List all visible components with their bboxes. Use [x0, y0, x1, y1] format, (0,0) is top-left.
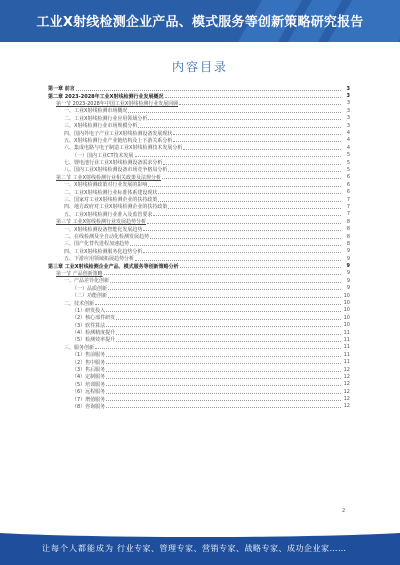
toc-entry-page: 9: [346, 285, 350, 292]
toc-entry-page: 7: [346, 211, 350, 218]
toc-leader-dots: [168, 168, 341, 172]
toc-entry[interactable]: [48, 262, 350, 269]
toc-entry-label: 第一节 2023-2028年中国工业X射线检测行业发展回顾: [56, 100, 179, 107]
toc-entry-page: 8: [346, 226, 350, 233]
toc-entry-page: 7: [346, 203, 350, 210]
toc-entry[interactable]: [48, 255, 350, 262]
toc-entry-page: 6: [346, 181, 350, 188]
toc-leader-dots: [165, 94, 341, 98]
toc-entry-label: 一、X射线检测政策对行业发展的影响: [64, 182, 148, 189]
toc-leader-dots: [143, 227, 341, 231]
toc-leader-dots: [106, 308, 341, 312]
toc-entry-label: 八、国内工业X射线检测设备市场竞争格局分析: [64, 167, 168, 174]
toc-entry[interactable]: [48, 240, 350, 247]
report-title: 工业X射线检测企业产品、模式服务等创新策略研究报告: [36, 15, 364, 30]
toc-leader-dots: [143, 249, 341, 253]
toc-entry-label: 二、工业X射线检测行业应用领域分析: [64, 115, 148, 122]
toc-entry-label: （7）增值服务: [72, 396, 106, 403]
toc-entry[interactable]: [48, 174, 350, 181]
toc-entry[interactable]: [48, 322, 350, 329]
toc-entry[interactable]: [48, 307, 350, 314]
toc-leader-dots: [168, 205, 341, 209]
toc-entry-label: 五、下游应用领域拓展趋势分析: [64, 256, 135, 263]
toc-entry[interactable]: [48, 233, 350, 240]
toc-leader-dots: [76, 87, 341, 91]
toc-entry-page: 11: [343, 329, 350, 336]
toc-entry-page: 9: [346, 263, 350, 270]
toc-leader-dots: [135, 153, 341, 157]
toc-entry-page: 12: [343, 388, 350, 395]
toc-entry-label: 三、国家对工业X射线检测企业的扶持政策: [64, 197, 158, 204]
toc-entry[interactable]: [48, 122, 350, 129]
toc-entry[interactable]: [48, 248, 350, 255]
toc-leader-dots: [106, 353, 341, 357]
toc-entry-label: 二、在线检测及全自动化检测发展趋势: [64, 234, 150, 240]
toc-entry-label: 二、工业X射线检测行业标准体系建设现状: [64, 189, 158, 196]
toc-leader-dots: [106, 360, 341, 364]
toc-leader-dots: [183, 146, 341, 150]
toc-leader-dots: [148, 116, 341, 120]
toc-entry-label: （3）软件算法: [72, 322, 106, 329]
toc-entry-label: （一）品质创新: [72, 285, 108, 292]
toc-entry-page: 10: [343, 322, 350, 329]
toc-entry-page: 9: [346, 255, 350, 262]
toc-entry-page: 3: [346, 122, 350, 129]
toc-entry-page: 9: [346, 248, 350, 255]
toc-entry[interactable]: [48, 218, 350, 225]
toc-entry-label: （4）检测精度提升: [72, 330, 116, 337]
toc-leader-dots: [106, 397, 341, 401]
toc-entry[interactable]: [48, 129, 350, 136]
toc-entry[interactable]: [48, 395, 350, 402]
toc-entry-label: 一、产品差异化创新: [64, 278, 110, 285]
toc-entry-page: 5: [346, 166, 350, 173]
toc-entry-page: 3: [346, 115, 350, 122]
toc-leader-dots: [147, 220, 341, 224]
toc-entry[interactable]: [48, 100, 350, 107]
toc-entry-page: 12: [343, 396, 350, 403]
toc-entry[interactable]: [48, 152, 350, 159]
toc-entry[interactable]: [48, 137, 350, 144]
toc-entry-page: 10: [343, 307, 350, 314]
toc-entry[interactable]: [48, 292, 350, 299]
toc-leader-dots: [106, 404, 341, 408]
toc-entry-page: 12: [343, 403, 350, 410]
toc-entry-label: 第二节 工业X射线检测行业相关政策及法规分析: [56, 174, 162, 181]
footer-tagline: 行业专家、管理专家、营销专家、战略专家、成功企业家……: [117, 544, 347, 553]
toc-leader-dots: [180, 264, 341, 268]
toc-leader-dots: [104, 271, 341, 275]
toc-entry[interactable]: [48, 85, 350, 92]
toc-entry-page: 8: [346, 240, 350, 247]
toc-entry[interactable]: [48, 388, 350, 395]
toc-entry-page: 6: [346, 189, 350, 196]
toc-leader-dots: [110, 279, 341, 283]
toc-leader-dots: [116, 331, 341, 335]
toc-entry-label: 第一章 前言: [48, 86, 75, 93]
toc-leader-dots: [95, 301, 341, 305]
toc-entry-label: （5）培训服务: [72, 381, 106, 388]
header-banner: [0, 0, 400, 42]
toc-entry[interactable]: [48, 270, 350, 277]
toc-entry-label: （8）咨询服务: [72, 403, 106, 410]
toc-entry-label: 一、X射线检测设备智能化发展趋势: [64, 226, 143, 233]
toc-leader-dots: [106, 390, 341, 394]
toc-entry-label: 第二章 2023-2028年工业X射线检测行业发展概况: [48, 93, 164, 100]
toc-entry-page: 10: [343, 314, 350, 321]
toc-entry-label: 第一节 产品创新策略: [56, 270, 103, 277]
toc-entry[interactable]: [48, 336, 350, 343]
toc-leader-dots: [108, 294, 341, 298]
toc-leader-dots: [135, 257, 341, 261]
toc-entry-page: 3: [346, 93, 350, 100]
toc-leader-dots: [106, 323, 341, 327]
toc-entry-page: 11: [343, 344, 350, 351]
toc-entry[interactable]: [48, 358, 350, 365]
toc-entry-label: （6）远程服务: [72, 389, 106, 396]
toc-entry-label: 四、国内外电子产业工业X射线检测设备发展现状: [64, 130, 173, 137]
toc-entry-page: 9: [346, 277, 350, 284]
toc-entry-label: 第三章 工业X射线检测企业产品、模式服务等创新策略分析: [48, 263, 179, 270]
toc-leader-dots: [173, 131, 341, 135]
toc-entry[interactable]: [48, 144, 350, 151]
toc-leader-dots: [130, 242, 341, 246]
table-of-contents: [48, 85, 350, 410]
toc-entry[interactable]: [48, 225, 350, 232]
footer-banner: [0, 529, 400, 565]
toc-entry-label: （4）定制服务: [72, 374, 106, 381]
toc-leader-dots: [128, 109, 341, 113]
toc-entry[interactable]: [48, 381, 350, 388]
toc-entry[interactable]: [48, 344, 350, 351]
toc-entry-page: 3: [346, 85, 350, 92]
toc-entry-page: 12: [343, 366, 350, 373]
toc-entry-page: 12: [343, 381, 350, 388]
toc-entry[interactable]: [48, 351, 350, 358]
toc-leader-dots: [106, 375, 341, 379]
toc-entry[interactable]: [48, 366, 350, 373]
footer-wave-decoration: [0, 529, 400, 537]
toc-leader-dots: [173, 138, 341, 142]
toc-leader-dots: [179, 101, 341, 105]
toc-entry-label: （一）国内工业CT技术发展: [72, 152, 134, 159]
toc-leader-dots: [108, 286, 341, 290]
toc-entry[interactable]: [48, 277, 350, 284]
toc-entry-label: 三、国产化替代进程加速趋势: [64, 241, 130, 248]
toc-entry-page: 4: [346, 144, 350, 151]
toc-leader-dots: [163, 161, 341, 165]
toc-leader-dots: [162, 175, 341, 179]
toc-entry-label: （1）售前服务: [72, 352, 106, 359]
toc-entry-page: 8: [346, 218, 350, 225]
toc-entry-page: 10: [343, 292, 350, 299]
toc-entry[interactable]: [48, 403, 350, 410]
toc-leader-dots: [158, 190, 341, 194]
toc-entry[interactable]: [48, 329, 350, 336]
toc-leader-dots: [150, 235, 341, 239]
toc-entry-page: 8: [346, 233, 350, 240]
toc-leader-dots: [116, 338, 341, 342]
toc-entry-page: 5: [346, 152, 350, 159]
toc-leader-dots: [106, 368, 341, 372]
toc-entry-page: 10: [343, 300, 350, 307]
toc-entry-label: 六、集成电路与电子制造工业X射线检测技术发展分析: [64, 145, 183, 152]
toc-entry-label: 三、X射线检测行业市场规模分析: [64, 123, 138, 130]
toc-leader-dots: [106, 382, 341, 386]
toc-entry[interactable]: [48, 299, 350, 306]
toc-entry-page: 5: [346, 159, 350, 166]
toc-entry[interactable]: [48, 115, 350, 122]
toc-entry-page: 4: [346, 137, 350, 144]
toc-leader-dots: [158, 198, 341, 202]
toc-entry[interactable]: [48, 159, 350, 166]
toc-entry[interactable]: [48, 92, 350, 99]
toc-entry-label: 五、工业X射线检测行业准入及监管要求: [64, 211, 153, 218]
toc-entry-label: 五、X射线检测行业产业链结构及上下游关系分析: [64, 137, 173, 144]
toc-entry[interactable]: [48, 373, 350, 380]
toc-leader-dots: [116, 316, 341, 320]
toc-entry-label: 一、工业X射线检测市场概况: [64, 108, 128, 115]
toc-entry-label: 三、服务创新: [64, 344, 95, 351]
toc-entry-label: 四、地方政府对工业X射线检测企业的扶持政策: [64, 204, 168, 211]
toc-leader-dots: [153, 212, 341, 216]
toc-entry-label: （2）售中服务: [72, 359, 106, 366]
toc-entry-label: （5）检测效率提升: [72, 337, 116, 344]
toc-entry[interactable]: [48, 188, 350, 195]
toc-entry-page: 12: [343, 373, 350, 380]
toc-entry[interactable]: [48, 196, 350, 203]
toc-entry-page: 3: [346, 100, 350, 107]
toc-entry-label: 四、工业X射线检测服务化趋势分析: [64, 248, 143, 255]
toc-entry[interactable]: [48, 203, 350, 210]
toc-entry-label: 二、技术创新: [64, 300, 95, 307]
toc-entry-page: 9: [346, 270, 350, 277]
toc-entry-page: 3: [346, 107, 350, 114]
toc-entry-page: 11: [343, 359, 350, 366]
toc-entry-label: （2）核心部件研发: [72, 315, 116, 322]
toc-entry-label: （3）售后服务: [72, 367, 106, 374]
toc-entry-label: 七、锂电池行业工业X射线检测设备需求分析: [64, 160, 163, 167]
toc-heading: 内容目录: [171, 60, 228, 74]
footer-slogan: 让每个人都能成为: [42, 544, 114, 553]
toc-leader-dots: [148, 183, 341, 187]
toc-entry[interactable]: [48, 107, 350, 114]
toc-entry-page: 11: [343, 351, 350, 358]
toc-entry-page: 11: [343, 336, 350, 343]
toc-entry[interactable]: [48, 166, 350, 173]
toc-entry[interactable]: [48, 211, 350, 218]
toc-entry-label: 第三节 工业X射线检测行业发展趋势分析: [56, 219, 147, 226]
toc-entry[interactable]: [48, 314, 350, 321]
toc-entry-page: 4: [346, 130, 350, 137]
toc-leader-dots: [138, 124, 341, 128]
toc-entry[interactable]: [48, 285, 350, 292]
page-number: 2: [342, 508, 346, 514]
toc-entry-page: 6: [346, 174, 350, 181]
toc-entry-label: （二）功能创新: [72, 293, 108, 300]
toc-entry-label: （1）研发投入: [72, 307, 106, 314]
toc-leader-dots: [95, 345, 341, 349]
toc-entry[interactable]: [48, 181, 350, 188]
toc-entry-page: 7: [346, 196, 350, 203]
